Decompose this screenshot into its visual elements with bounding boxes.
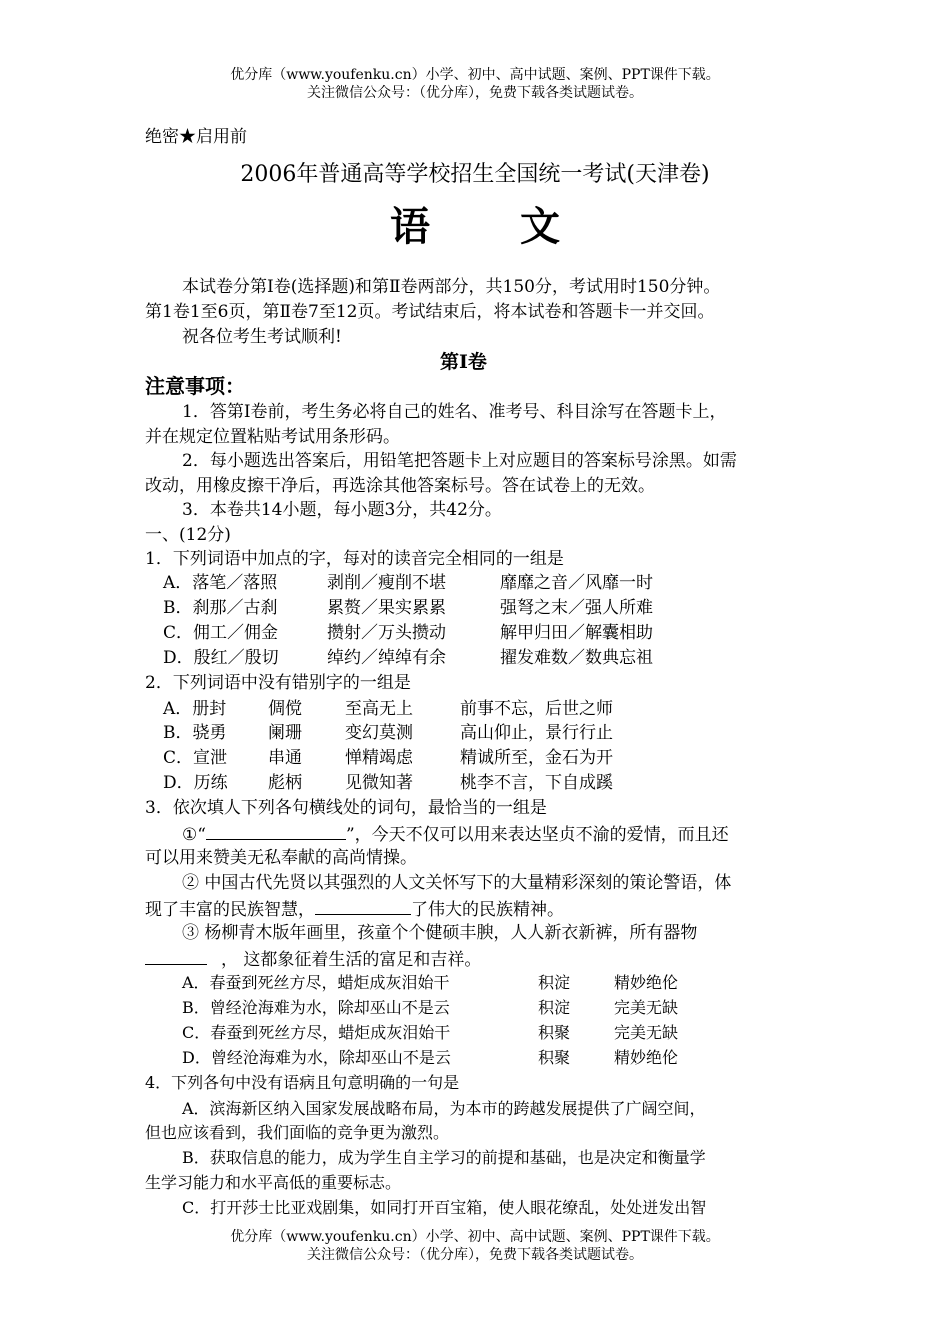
q2-b-word-3: 变幻莫测: [345, 723, 413, 743]
q4-option-b-line-1: B．获取信息的能力，成为学生自主学习的前提和基础，也是决定和衡量学: [182, 1148, 706, 1167]
q3-a-word-2: 精妙绝伦: [614, 973, 679, 992]
q3-d-word-1: 积聚: [538, 1048, 571, 1067]
intro-line-2: 第1卷1至6页，第Ⅱ卷7至12页。考试结束后，将本试卷和答题卡一并交回。: [145, 302, 715, 322]
q3-c-word-1: 积聚: [538, 1023, 571, 1042]
q3-blank-3: [145, 946, 207, 965]
notice-1a: 1．答第Ⅰ卷前，考生务必将自己的姓名、准考号、科目涂写在答题卡上，: [182, 402, 727, 422]
q2-d-word-2: 彪柄: [268, 773, 302, 793]
q3-s1-open-quote: ①“: [182, 825, 206, 845]
q3-b-verse: B．曾经沧海难为水，除却巫山不是云: [182, 998, 450, 1017]
q1-a-word-1: A．落笔／落照: [163, 573, 278, 593]
q4-stem: 4．下列各句中没有语病且句意明确的一句是: [145, 1073, 460, 1092]
q2-a-word-4: 前事不忘，后世之师: [460, 699, 613, 719]
q3-a-verse: A．春蚕到死丝方尽，蜡炬成灰泪始干: [182, 973, 450, 992]
q3-c-verse: C．春蚕到死丝方尽，蜡炬成灰泪始干: [182, 1023, 451, 1042]
q2-b-word-2: 阑珊: [268, 723, 302, 743]
q1-c-word-2: 攒射／万头攒动: [327, 623, 446, 643]
q3-s2-post: 了伟大的民族精神。: [411, 900, 564, 920]
q3-s3-post: ， 这都象征着生活的富足和吉祥。: [221, 950, 482, 970]
q2-a-word-2: 倜傥: [268, 699, 302, 719]
q1-a-word-3: 靡靡之音／风靡一时: [500, 573, 653, 593]
q2-d-word-3: 见微知著: [345, 773, 413, 793]
notice-2a: 2．每小题选出答案后，用铅笔把答题卡上对应题目的答案标号涂黑。如需: [182, 451, 737, 471]
q3-c-word-2: 完美无缺: [614, 1023, 679, 1042]
q3-b-word-1: 积淀: [538, 998, 571, 1017]
q4-option-a-line-1: A．滨海新区纳入国家发展战略布局，为本市的跨越发展提供了广阔空间，: [182, 1099, 706, 1118]
q3-blank-2: [315, 896, 411, 915]
header-line-2: 关注微信公众号：（优分库），免费下载各类试题试卷。: [307, 85, 643, 101]
q1-b-word-2: 累赘／果实累累: [327, 598, 446, 618]
intro-wish: 祝各位考生考试顺利!: [182, 327, 342, 347]
q1-d-word-3: 擢发难数／数典忘祖: [500, 648, 653, 668]
q2-d-word-4: 桃李不言，下自成蹊: [460, 773, 613, 793]
part1-title: 第Ⅰ卷: [440, 351, 487, 373]
q4-option-a-line-2: 但也应该看到，我们面临的竞争更为激烈。: [145, 1123, 450, 1142]
q1-c-word-3: 解甲归田／解囊相助: [500, 623, 653, 643]
notice-2b: 改动，用橡皮擦干净后，再选涂其他答案标号。答在试卷上的无效。: [145, 476, 655, 496]
q3-s2-pre: 现了丰富的民族智慧，: [145, 900, 315, 920]
q1-b-word-1: B．刹那／古刹: [163, 598, 278, 618]
section-1-heading: 一、(12分): [145, 525, 231, 545]
q3-sentence-2a: ② 中国古代先贤以其强烈的人文关怀写下的大量精彩深刻的策论警语，体: [182, 873, 732, 893]
footer-line-2: 关注微信公众号：（优分库），免费下载各类试题试卷。: [307, 1247, 643, 1263]
header-line-1: 优分库（www.youfenku.cn）小学、初中、高中试题、案例、PPT课件下载。: [230, 67, 720, 83]
q3-sentence-2b: [145, 896, 564, 922]
q1-d-word-2: 绰约／绰绰有余: [327, 648, 446, 668]
subject-title: 语文: [390, 203, 650, 250]
q1-a-word-2: 剥削／瘦削不堪: [327, 573, 446, 593]
q3-stem: 3．依次填人下列各句横线处的词句，最恰当的一组是: [145, 798, 547, 818]
q3-s1-rest: ”，今天不仅可以用来表达坚贞不渝的爱情，而且还: [345, 825, 729, 845]
notice-title: 注意事项：: [145, 374, 245, 398]
q4-option-b-line-2: 生学习能力和水平高低的重要标志。: [145, 1173, 402, 1192]
q3-sentence-3a: ③ 杨柳青木版年画里，孩童个个健硕丰腴，人人新衣新裤，所有器物: [182, 923, 698, 943]
q2-c-word-4: 精诚所至，金石为开: [460, 748, 613, 768]
q3-b-word-2: 完美无缺: [614, 998, 679, 1017]
secret-mark: 绝密★启用前: [145, 127, 247, 147]
q2-b-word-1: B．骁勇: [163, 723, 227, 743]
q2-c-word-2: 串通: [268, 748, 302, 768]
q1-c-word-1: C．佣工／佣金: [163, 623, 279, 643]
notice-3: 3．本卷共14小题，每小题3分，共42分。: [182, 500, 502, 520]
q2-a-word-3: 至高无上: [345, 699, 413, 719]
q3-d-verse: D．曾经沧海难为水，除却巫山不是云: [182, 1048, 451, 1067]
q2-c-word-3: 惮精竭虑: [345, 748, 413, 768]
q2-b-word-4: 高山仰止，景行行止: [460, 723, 613, 743]
q2-stem: 2．下列词语中没有错别字的一组是: [145, 673, 411, 693]
q3-sentence-1b: 可以用来赞美无私奉献的高尚情操。: [145, 848, 417, 868]
q1-d-word-1: D．殷红／殷切: [163, 648, 279, 668]
q3-a-word-1: 积淀: [538, 973, 571, 992]
q2-d-word-1: D．历练: [163, 773, 228, 793]
q3-d-word-2: 精妙绝伦: [614, 1048, 679, 1067]
q3-blank-1: [206, 821, 346, 840]
footer-line-1: 优分库（www.youfenku.cn）小学、初中、高中试题、案例、PPT课件下载。: [230, 1229, 720, 1245]
q4-option-c-line-1: C．打开莎士比亚戏剧集，如同打开百宝箱，使人眼花缭乱，处处迸发出智: [182, 1198, 707, 1217]
notice-1b: 并在规定位置粘贴考试用条形码。: [145, 427, 400, 447]
q3-sentence-1a: [182, 821, 729, 847]
q3-sentence-3b: [145, 946, 481, 972]
q1-b-word-3: 强弩之末／强人所难: [500, 598, 653, 618]
q2-a-word-1: A．册封: [163, 699, 227, 719]
exam-title: 2006年普通高等学校招生全国统一考试(天津卷): [240, 162, 710, 187]
intro-line-1: 本试卷分第Ⅰ卷(选择题)和第Ⅱ卷两部分，共150分，考试用时150分钟。: [182, 277, 721, 297]
q2-c-word-1: C．宣泄: [163, 748, 228, 768]
q1-stem: 1．下列词语中加点的字，每对的读音完全相同的一组是: [145, 549, 564, 569]
